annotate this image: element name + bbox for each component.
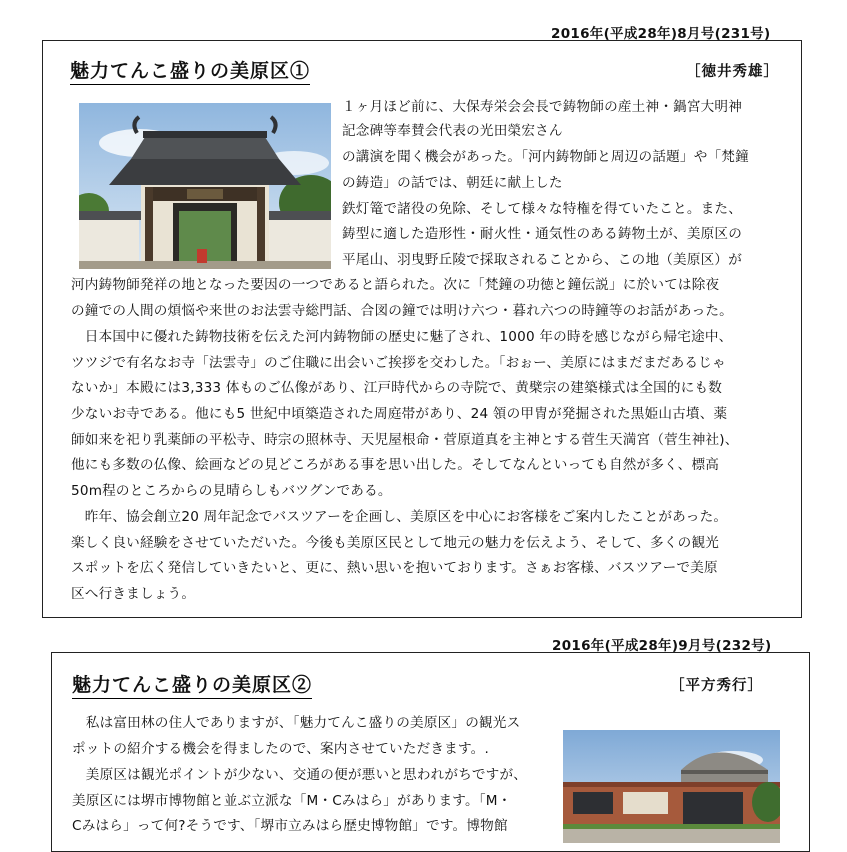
article1-line-13: 少ないお寺である。他にも5 世紀中頃築造された周庭帯があり、24 領の甲冑が発掘された黒姫山古墳、薬 bbox=[71, 406, 728, 422]
temple-gate-photo bbox=[79, 103, 331, 269]
article1-line-10: 日本国中に優れた鋳物技術を伝えた河内鋳物師の歴史に魅了され、1000 年の時を感じながら帰宅途中、 bbox=[71, 329, 733, 345]
article2-line-3: 美原区は観光ポイントが少ない、交通の便が悪いと思われがちですが、 bbox=[72, 767, 528, 783]
issue-date-232: 2016年(平成28年)9月号(232号) bbox=[552, 638, 772, 654]
article1-line-19: スポットを広く発信していきたいと、更に、熱い思いを抱いております。さぁお客様、バスツアーで美原 bbox=[71, 560, 718, 576]
museum-photo bbox=[563, 730, 780, 843]
article1-line-9: の鐘での人間の煩悩や来世のお法雲寺総門話、合図の鐘では明け六つ・暮れ六つの時鐘等のお話があった。 bbox=[71, 303, 733, 319]
article1-line-8: 河内鋳物師発祥の地となった要因の一つであると語られた。次に「梵鐘の功徳と鐘伝説」に於いては除夜 bbox=[71, 277, 720, 293]
article-title-2: 魅力てんこ盛りの美原区② bbox=[72, 670, 312, 699]
article1-line-5: 鉄灯篭で諸役の免除、そして様々な特権を得ていたこと。また、 bbox=[342, 201, 743, 217]
article2-line-4: 美原区には堺市博物館と並ぶ立派な「M・Cみはら」があります。「M・ bbox=[72, 793, 512, 809]
article-author-2: ［平方秀行］ bbox=[670, 678, 763, 694]
article1-line-14: 師如来を祀り乳薬師の平松寺、時宗の照林寺、天児屋根命・菅原道真を主神とする菅生天満宮（菅生神社)、 bbox=[71, 432, 739, 448]
article1-line-2: 記念碑等奉賛会代表の光田榮宏さん bbox=[342, 123, 563, 139]
article1-line-11: ツツジで有名なお寺「法雲寺」のご住職に出会いご挨拶を交わした。「おぉー、美原にはまだまだあるじゃ bbox=[71, 355, 726, 371]
article1-line-20: 区へ行きましょう。 bbox=[71, 586, 196, 602]
article1-line-4: の鋳造」の話では、朝廷に献上した bbox=[342, 175, 563, 191]
article1-line-16: 50m程のところからの見晴らしもバツグンである。 bbox=[71, 483, 392, 499]
issue-date-231: 2016年(平成28年)8月号(231号) bbox=[551, 26, 771, 42]
article1-line-6: 鋳型に適した造形性・耐火性・通気性のある鋳物土が、美原区の bbox=[342, 226, 743, 242]
article-title-1: 魅力てんこ盛りの美原区① bbox=[70, 56, 310, 85]
article2-line-2: ポットの紹介する機会を得ましたので、案内させていただきます。. bbox=[72, 741, 489, 757]
article1-line-17: 昨年、協会創立20 周年記念でバスツアーを企画し、美原区を中心にお客様をご案内したことがあった。 bbox=[71, 509, 728, 525]
article-author-1: ［徳井秀雄］ bbox=[686, 64, 779, 80]
article1-line-1: １ヶ月ほど前に、大保寿栄会会長で鋳物師の産土神・鍋宮大明神 bbox=[342, 99, 743, 115]
article1-line-3: の講演を聞く機会があった。「河内鋳物師と周辺の話題」や「梵鐘 bbox=[342, 149, 749, 165]
article1-line-15: 他にも多数の仏像、絵画などの見どころがある事を思い出した。そしてなんといっても自然が多く、標高 bbox=[71, 457, 720, 473]
article1-line-18: 楽しく良い経験をさせていただいた。今後も美原区民として地元の魅力を伝えよう、そして、多くの観光 bbox=[71, 535, 720, 551]
article2-line-1: 私は富田林の住人でありますが、「魅力てんこ盛りの美原区」の観光ス bbox=[72, 715, 521, 731]
article1-line-12: ないか」本殿には3,333 体ものご仏像があり、江戸時代からの寺院で、黄檗宗の建築様式は全国的にも数 bbox=[71, 380, 723, 396]
article2-line-5: Cみはら」って何?そうです、「堺市立みはら歴史博物館」です。博物館 bbox=[72, 818, 508, 834]
article1-line-7: 平尾山、羽曳野丘陵で採取されることから、この地（美原区）が bbox=[342, 252, 743, 268]
